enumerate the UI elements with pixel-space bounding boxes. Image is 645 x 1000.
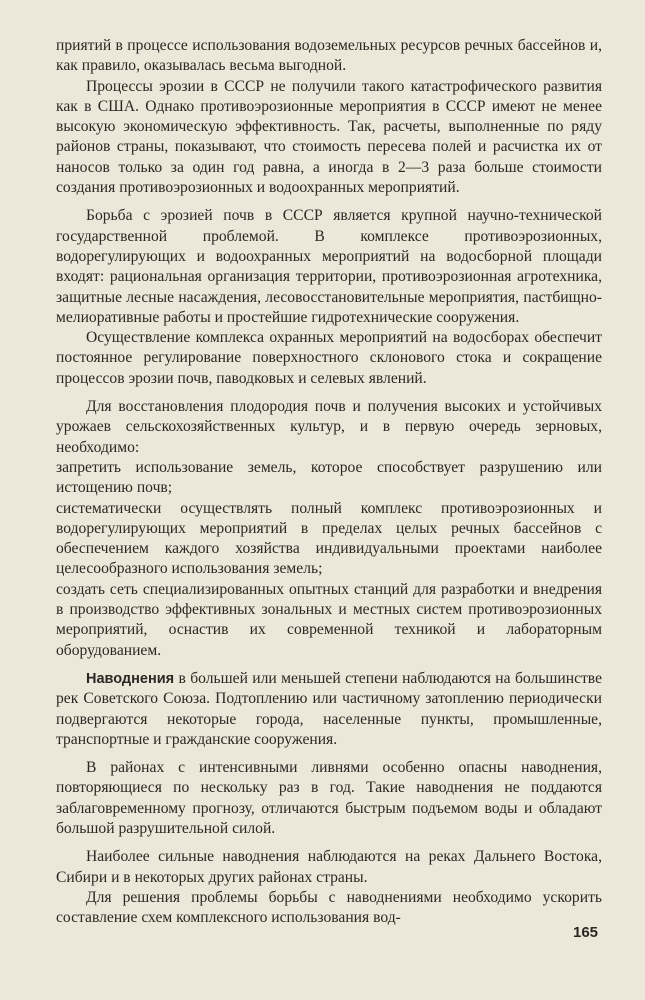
paragraph-fertility: Для восстановления плодородия почв и получения высоких и устойчивых урожаев сельскохозяйственных культур, и в первую очередь зерновых, необходимо: <box>56 398 602 456</box>
paragraph-floods-text: в большей или меньшей степени наблюдаются на большинстве рек Советского Союза. Подтоплению или частичному затоплению периодически подвергаются некоторые города, населенные пункты, промышленные, транспортные и гражданские сооружения. <box>56 669 602 748</box>
list-item-stations: создать сеть специализированных опытных станций для разработки и внедрения в производство эффективных зональных и местных систем противоэрозионных мероприятий, оснастив их современной техникой и лабораторным оборудованием. <box>56 580 602 659</box>
paragraph-strong-floods: Наиболее сильные наводнения наблюдаются на реках Дальнего Востока, Сибири и в некоторых других районах страны. <box>56 848 602 886</box>
list-item-prohibit: запретить использование земель, которое способствует разрушению или истощению почв; <box>56 458 602 497</box>
paragraph-flood-solution: Для решения проблемы борьбы с наводнениями необходимо ускорить составление схем комплексного использования вод- <box>56 888 602 927</box>
page-number: 165 <box>573 924 599 941</box>
paragraph-floods <box>56 669 602 750</box>
list-item-systematic: систематически осуществлять полный комплекс противоэрозионных и водорегулирующих мероприятий в пределах целых речных бассейнов с обеспечением каждого хозяйства индивидуальными проектами наиболее целесообразного использования земель; <box>56 499 602 578</box>
bold-term-floods: Наводнения <box>86 670 175 687</box>
paragraph-intense-rains: В районах с интенсивными ливнями особенно опасны наводнения, повторяющиеся по нескольку раз в год. Такие наводнения не поддаются заблаговременному прогнозу, отличаются быстрым подъемом воды и обладают большой разрушительной силой. <box>56 759 602 837</box>
paragraph-erosion-problem: Борьба с эрозией почв в СССР является крупной научно-технической государственной проблемой. В комплексе противоэрозионных, водорегулирующих и водоохранных мероприятий на водосборной площади входят: рациональная организация территории, противоэрозионная агротехника, защитные лесные насаждения, лесовосстановительные мероприятия, пастбищно-мелиоративные работы и простейшие гидротехнические сооружения. <box>56 207 602 326</box>
paragraph-erosion-ussr: Процессы эрозии в СССР не получили такого катастрофического развития как в США. Однако противоэрозионные мероприятия в СССР имеют не менее высокую экономическую эффективность. Так, расчеты, выполненные по ряду районов страны, показывают, что стоимость пересева полей и расчистка их от наносов только за один год равна, а иногда в 2—3 раза больше стоимости создания противоэрозионных и водоохранных мероприятий. <box>56 77 602 197</box>
paragraph-continuation: приятий в процессе использования водоземельных ресурсов речных бассейнов и, как правило, оказывалась весьма выгодной. <box>56 37 602 75</box>
page-body-text <box>56 36 602 928</box>
paragraph-protection-measures: Осуществление комплекса охранных мероприятий на водосборах обеспечит постоянное регулирование поверхностного склонового стока и сокращение процессов эрозии почв, паводковых и селевых явлений. <box>56 329 602 387</box>
